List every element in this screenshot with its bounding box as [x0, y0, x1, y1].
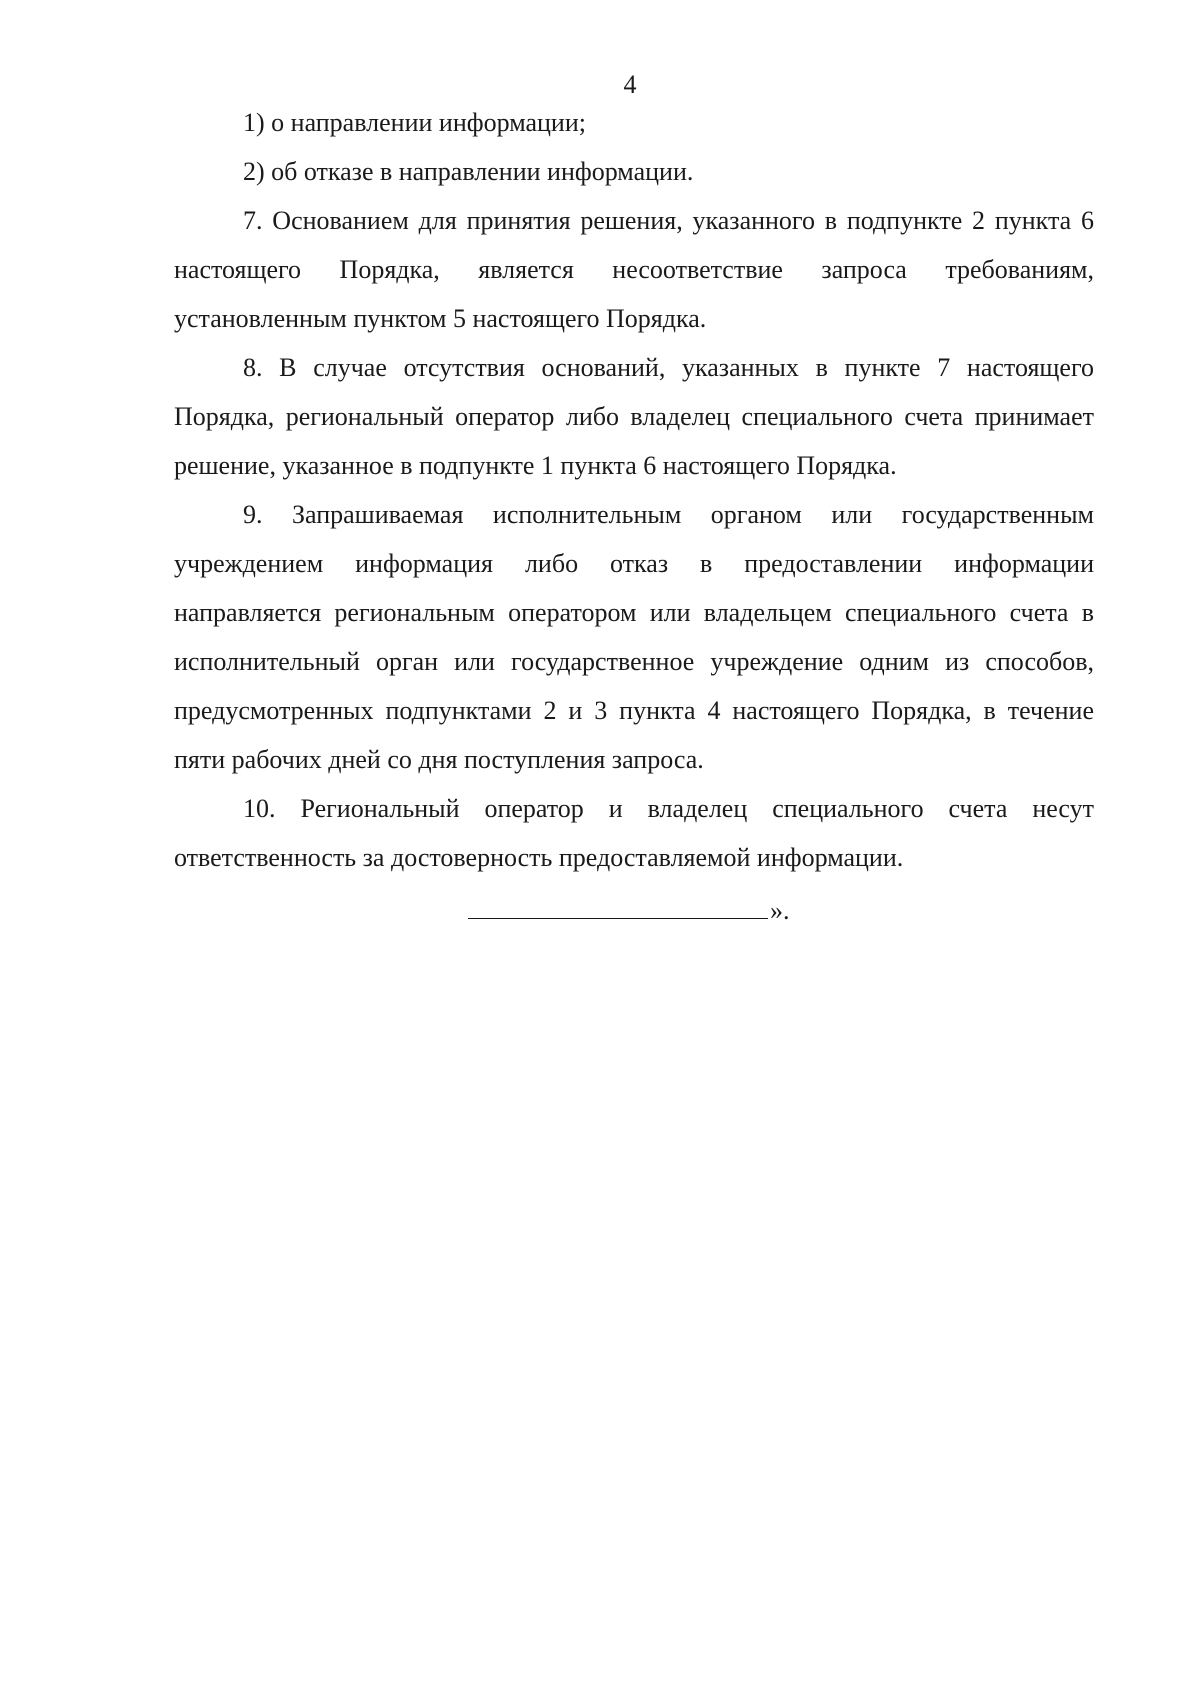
- paragraph-item-10: 10. Региональный оператор и владелец специального счета несут ответственность за достоверность предоставляемой информации.: [174, 794, 1094, 872]
- paragraph-option-2: 2) об отказе в направлении информации.: [243, 157, 694, 186]
- closing-quote-mark: ».: [770, 896, 790, 925]
- document-body: [174, 98, 1094, 935]
- paragraph-item-9: 9. Запрашиваемая исполнительным органом или государственным учреждением информация либо отказ в предоставлении информации направляется региональным оператором или владельцем специального счета в исполнительный орган или государственное учреждение одним из способов, предусмотренных подпунктами 2 и 3 пункта 4 настоящего Порядка, в течение пяти рабочих дней со дня поступления запроса.: [174, 500, 1094, 774]
- page-number: 4: [623, 70, 637, 99]
- paragraph-option-1: 1) о направлении информации;: [243, 108, 586, 137]
- closing-underline: [468, 918, 768, 919]
- closing-block: [174, 886, 1094, 935]
- paragraph-item-8: 8. В случае отсутствия оснований, указанных в пункте 7 настоящего Порядка, региональный оператор либо владелец специального счета принимает решение, указанное в подпункте 1 пункта 6 настоящего Порядка.: [174, 353, 1094, 480]
- paragraph-item-7: 7. Основанием для принятия решения, указанного в подпункте 2 пункта 6 настоящего Порядка, является несоответствие запроса требованиям, установленным пунктом 5 настоящего Порядка.: [174, 206, 1094, 333]
